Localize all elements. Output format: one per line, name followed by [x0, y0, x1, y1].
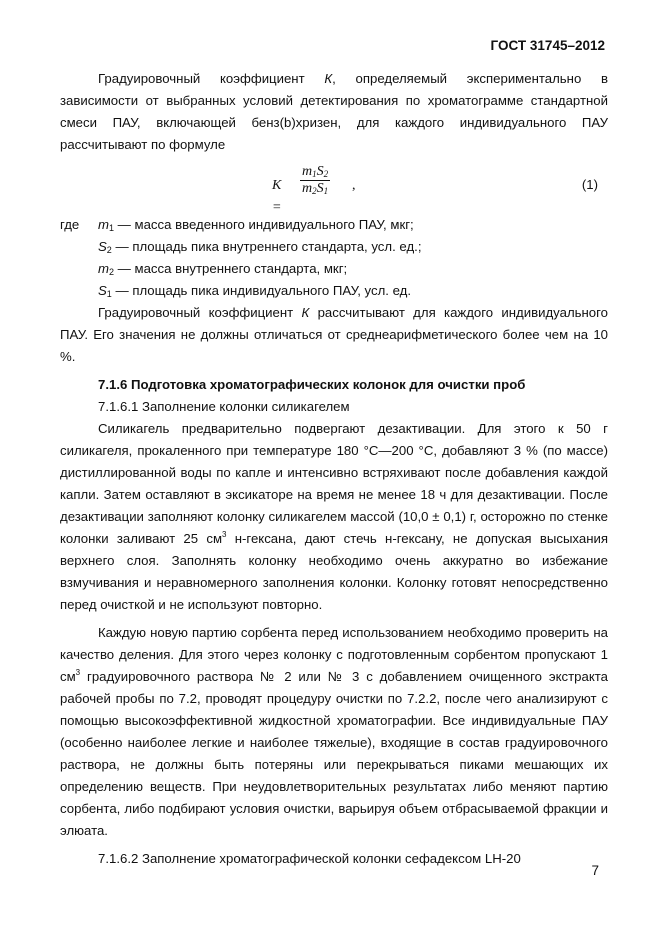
formula-number: (1)	[581, 177, 598, 192]
paragraph-silica-gel: Силикагель предварительно подвергают дезактивации. Для этого к 50 г силикагеля, прокаленного при температуре 180 °С—200 °С, добавляют 3 % (по массе) дистиллированной воды по капле и интенсивно встряхивают после добавления каждой капли. Затем оставляют в эксикаторе на время не менее 18 ч для дезактивации. После дезактивации заполняют колонку силикагелем массой (10,0 ± 0,1) г, осторожно по стенке колонки заливают 25 $см^3$ н-гексана, дают стечь н-гексану, не допуская высыхания верхнего слоя. Заполнять колонку необходимо очень аккуратно во избежание взмучивания и неравномерного заполнения колонки. Колонку готовят непосредственно перед очисткой и не используют повторно.	[60, 421, 608, 612]
section-heading-7-1-6: 7.1.6 Подготовка хроматографических колонок для очистки проб	[98, 377, 526, 392]
paragraph-coefficient-tolerance: Градуировочный коэффициент К рассчитывают для каждого индивидуального ПАУ. Его значения не должны отличаться от среднеарифметического более чем на 10 %.	[60, 305, 608, 364]
formula-denominator: $m_2S_1$	[302, 181, 329, 196]
subsection-heading-7-1-6-1: 7.1.6.1 Заполнение колонки силикагелем	[98, 399, 350, 414]
definition-item: где $m_1$ — масса введенного индивидуального ПАУ, мкг;	[60, 214, 608, 236]
page-content	[60, 68, 608, 870]
definition-item: $S_2$ — площадь пика внутреннего стандарта, усл. ед.;	[98, 239, 422, 255]
page-number: 7	[591, 863, 599, 878]
definition-item: $m_2$ — масса внутреннего стандарта, мкг;	[98, 261, 348, 277]
where-label: где	[60, 217, 80, 232]
subsection-heading-7-1-6-2: 7.1.6.2 Заполнение хроматографической колонки сефадексом LH-20	[98, 851, 521, 866]
text-fragment: , определяемый экспериментально в зависимости от выбранных условий детектирования по хроматограмме стандартной смеси ПАУ, включающей бенз(b)хризен, для каждого индивидуального ПАУ рассчитывают по формуле	[60, 71, 608, 152]
formula-comma: ,	[352, 178, 356, 193]
variable-k: К	[324, 71, 333, 86]
paragraph-calibration-coefficient	[60, 68, 608, 156]
paragraph-sorbent-check: Каждую новую партию сорбента перед использованием необходимо проверить на качество деления. Для этого через колонку с подготовленным сорбентом пропускают 1 $см^3$ градуировочного раствора № 2 или № 3 с добавлением очищенного экстракта рабочей пробы по 7.2, проводят процедуру очистки по 7.2.2, после чего анализируют с помощью высокоэффективной жидкостной хроматографии. Все индивидуальные ПАУ (особенно наиболее легкие и наиболее тяжелые), входящие в состав градуировочного раствора, не должны быть потеряны или перекрываться пиками мешающих их определению веществ. При неудовлетворительных результатах либо меняют партию сорбента, либо подбирают условия очистки, варьируя объем отбрасываемой фракции и элюата.	[60, 625, 608, 838]
formula-fraction	[300, 164, 330, 197]
definition-item: $S_1$ — площадь пика индивидуального ПАУ, усл. ед.	[98, 283, 411, 299]
formula-1	[60, 162, 608, 215]
document-id: ГОСТ 31745–2012	[490, 38, 605, 53]
formula-numerator: $m_1S_2$	[302, 164, 329, 179]
formula-lhs: K =	[272, 178, 282, 215]
definitions-list	[60, 214, 608, 302]
text-fragment: Градуировочный коэффициент	[98, 71, 325, 86]
